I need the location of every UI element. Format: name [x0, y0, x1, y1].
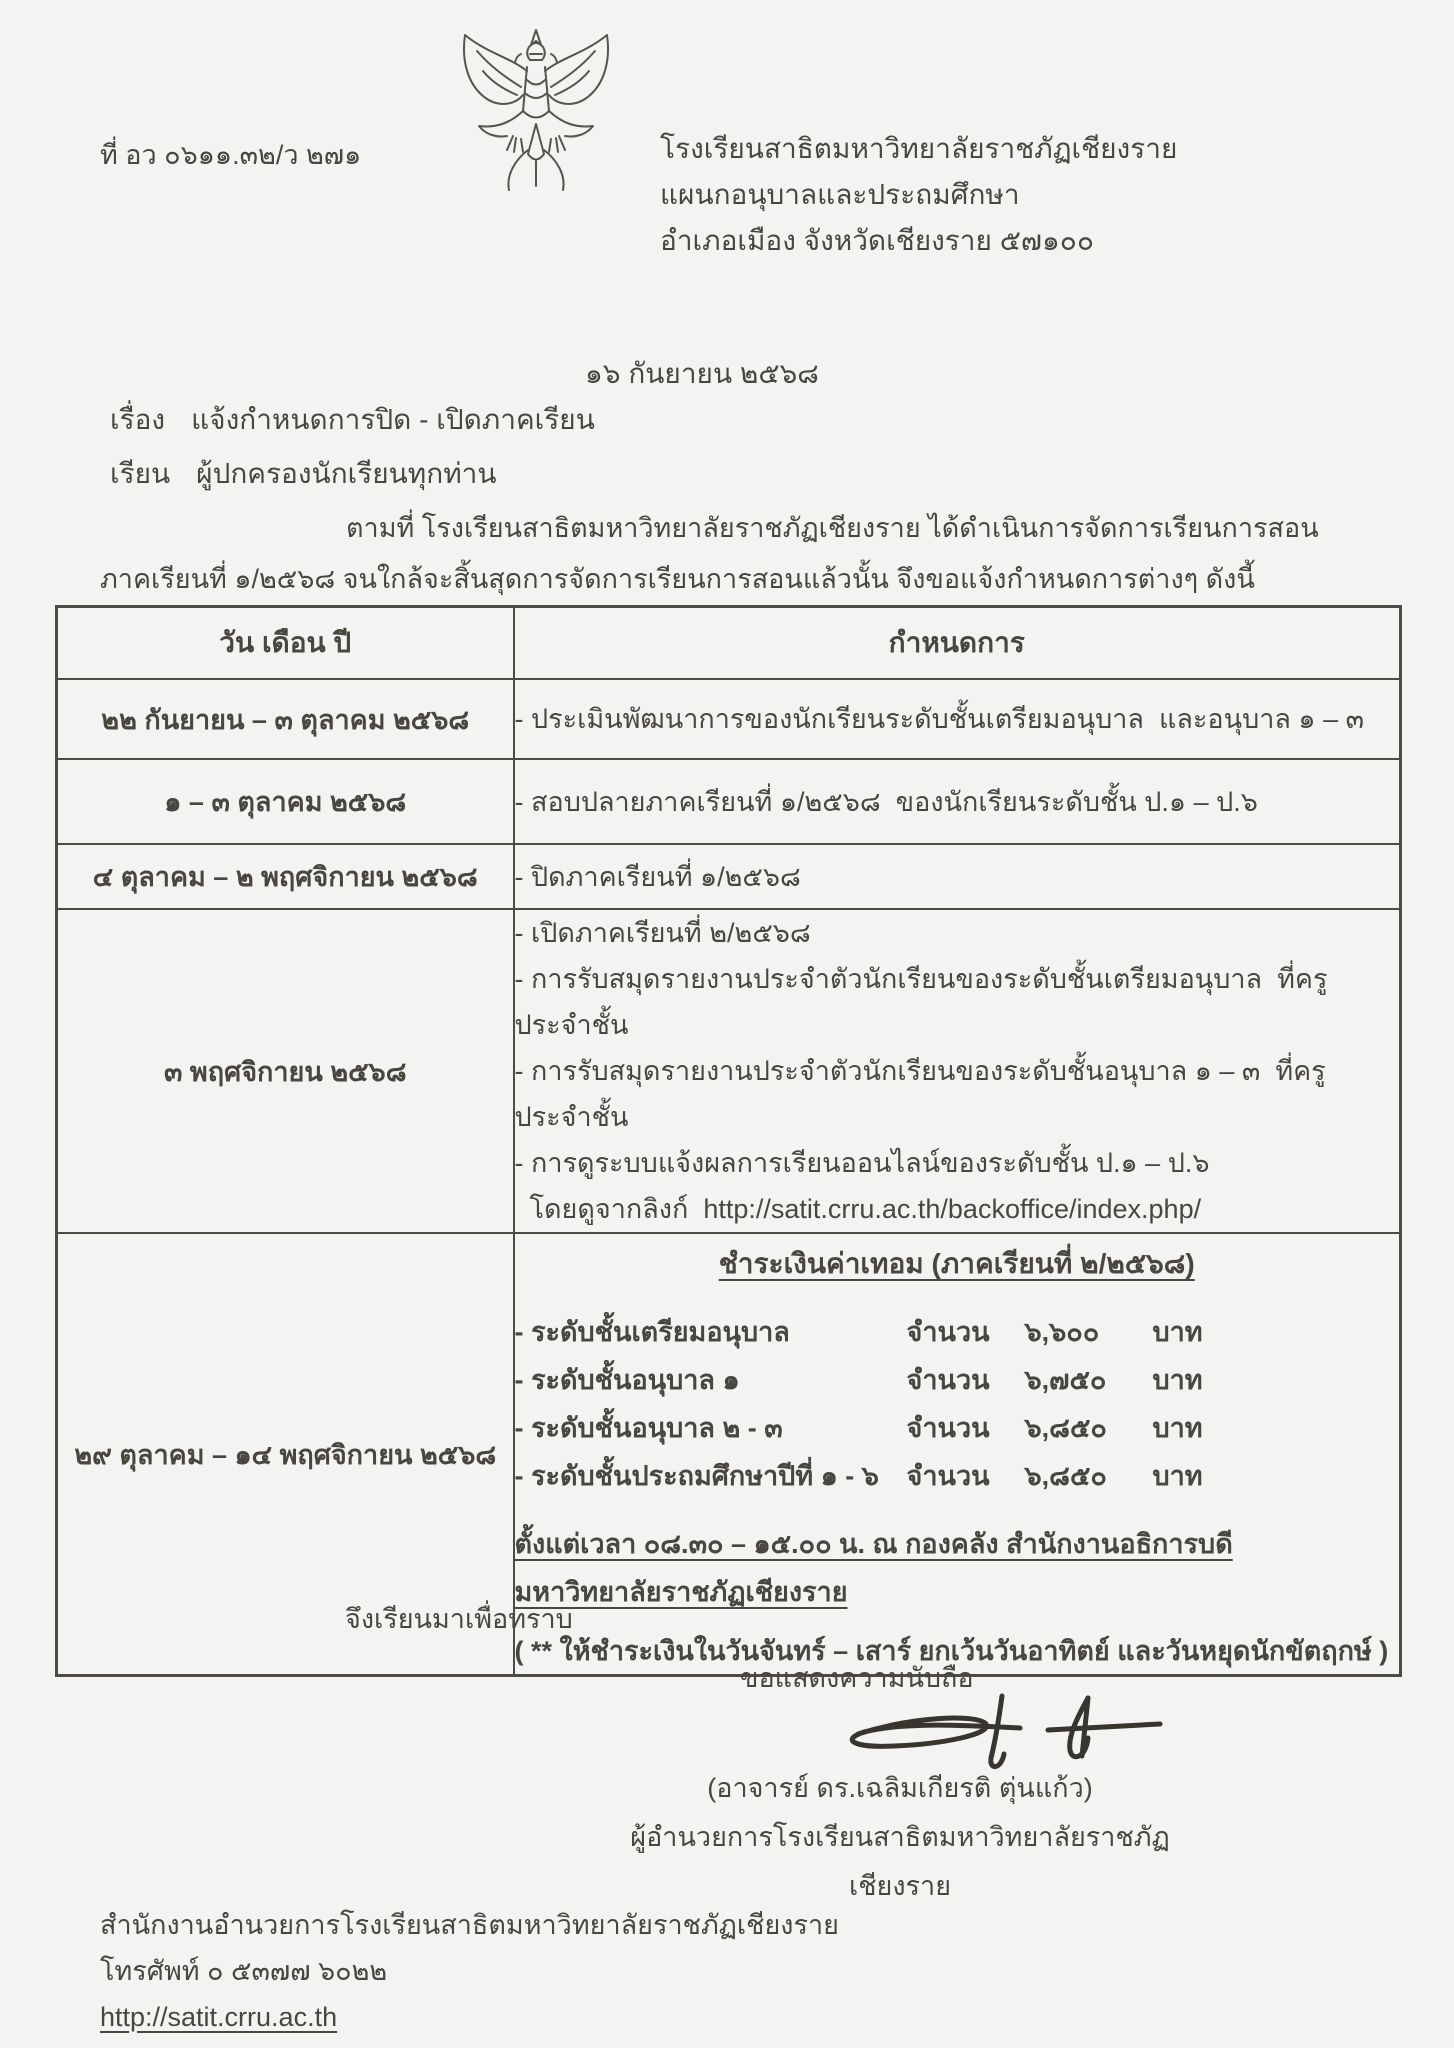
closing-line: จึงเรียนมาเพื่อทราบ	[345, 1604, 573, 1634]
payment-time-line-2: มหาวิทยาลัยราชภัฏเชียงราย	[514, 1577, 848, 1607]
column-header-date: วัน เดือน ปี	[57, 607, 514, 680]
fee-level: - ระดับชั้นอนุบาล ๒ - ๓	[514, 1413, 783, 1443]
schedule-items	[514, 759, 1401, 844]
fee-qty-label: จำนวน	[906, 1461, 990, 1491]
subject-line	[110, 398, 595, 442]
fee-level: - ระดับชั้นอนุบาล ๑	[514, 1365, 740, 1395]
intro-paragraph	[100, 503, 1380, 605]
payment-title: ชำระเงินค่าเทอม (ภาคเรียนที่ ๒/๒๕๖๘)	[718, 1248, 1195, 1279]
fee-line	[515, 1404, 1400, 1452]
payment-remark: ( ** ให้ชำระเงินในวันจันทร์ – เสาร์ ยกเว้นวันอาทิตย์ และวันหยุดนักขัตฤกษ์ )	[514, 1636, 1389, 1666]
payment-time-note	[515, 1520, 1400, 1616]
recipient-label: เรียน	[110, 458, 171, 489]
org-department: แผนกอนุบาลและประถมศึกษา	[660, 179, 1020, 210]
schedule-item: - ปิดภาคเรียนที่ ๑/๒๕๖๘	[514, 861, 801, 892]
schedule-items	[514, 844, 1401, 909]
org-name: โรงเรียนสาธิตมหาวิทยาลัยราชภัฏเชียงราย	[660, 133, 1178, 164]
letter-date: ๑๖ กันยายน ๒๕๖๘	[585, 358, 819, 389]
schedule-item: - ประเมินพัฒนาการของนักเรียนระดับชั้นเตรียมอนุบาล และอนุบาล ๑ – ๓	[514, 704, 1365, 734]
sender-address-block	[660, 126, 1177, 264]
fee-unit: บาท	[1152, 1365, 1203, 1395]
fee-level: - ระดับชั้นประถมศึกษาปีที่ ๑ - ๖	[514, 1461, 879, 1491]
footer-website: http://satit.crru.ac.th	[100, 2002, 338, 2032]
schedule-row	[57, 844, 1401, 909]
fee-level: - ระดับชั้นเตรียมอนุบาล	[514, 1317, 790, 1347]
recipient-text: ผู้ปกครองนักเรียนทุกท่าน	[196, 458, 497, 489]
footer-block	[100, 1902, 839, 2040]
table-header-row	[57, 607, 1401, 680]
schedule-row	[57, 909, 1401, 1233]
fee-line	[515, 1356, 1400, 1404]
fee-amount: ๖,๘๕๐	[1024, 1461, 1107, 1491]
intro-line-2: ภาคเรียนที่ ๑/๒๕๖๘ จนใกล้จะสิ้นสุดการจัดการเรียนการสอนแล้วนั้น จึงขอแจ้งกำหนดการต่างๆ ดังนี้	[100, 564, 1255, 594]
reference-number: ที่ อว ๐๖๑๑.๓๒/ว ๒๗๑	[100, 140, 362, 170]
fee-qty-label: จำนวน	[906, 1365, 990, 1395]
subject-text: แจ้งกำหนดการปิด - เปิดภาคเรียน	[191, 404, 595, 435]
recipient-line	[110, 452, 497, 496]
footer-office: สำนักงานอำนวยการโรงเรียนสาธิตมหาวิทยาลัยราชภัฏเชียงราย	[100, 1910, 839, 1940]
fee-qty-label: จำนวน	[906, 1413, 990, 1443]
fee-list	[515, 1308, 1400, 1500]
fee-amount: ๖,๗๕๐	[1024, 1365, 1107, 1395]
fee-line	[515, 1308, 1400, 1356]
schedule-row	[57, 679, 1401, 759]
schedule-item: - การรับสมุดรายงานประจำตัวนักเรียนของระดับชั้นอนุบาล ๑ – ๓ ที่ครูประจำชั้น	[514, 1056, 1326, 1132]
payment-date: ๒๙ ตุลาคม – ๑๔ พฤศจิกายน ๒๕๖๘	[57, 1233, 514, 1676]
fee-unit: บาท	[1152, 1317, 1203, 1347]
schedule-date: ๔ ตุลาคม – ๒ พฤศจิกายน ๒๕๖๘	[57, 844, 514, 909]
schedule-item: - การรับสมุดรายงานประจำตัวนักเรียนของระดับชั้นเตรียมอนุบาล ที่ครูประจำชั้น	[514, 964, 1328, 1040]
payment-details	[514, 1233, 1401, 1676]
schedule-date: ๒๒ กันยายน – ๓ ตุลาคม ๒๕๖๘	[57, 679, 514, 759]
schedule-item: โดยดูจากลิงก์ http://satit.crru.ac.th/backoffice/index.php/	[514, 1194, 1202, 1224]
intro-line-1: ตามที่ โรงเรียนสาธิตมหาวิทยาลัยราชภัฏเชียงราย ได้ดำเนินการจัดการเรียนการสอน	[346, 513, 1319, 543]
fee-amount: ๖,๖๐๐	[1024, 1317, 1100, 1347]
salutation: ขอแสดงความนับถือ	[740, 1663, 974, 1693]
footer-phone: โทรศัพท์ ๐ ๕๓๗๗ ๖๐๒๒	[100, 1956, 388, 1986]
payment-row	[57, 1233, 1401, 1676]
fee-amount: ๖,๘๕๐	[1024, 1413, 1107, 1443]
fee-unit: บาท	[1152, 1413, 1203, 1443]
fee-line	[515, 1452, 1400, 1500]
signer-title: ผู้อำนวยการโรงเรียนสาธิตมหาวิทยาลัยราชภัฏเชียงราย	[630, 1822, 1170, 1901]
schedule-items	[514, 679, 1401, 759]
subject-label: เรื่อง	[110, 404, 166, 435]
schedule-date: ๓ พฤศจิกายน ๒๕๖๘	[57, 909, 514, 1233]
fee-unit: บาท	[1152, 1461, 1203, 1491]
garuda-emblem-icon	[450, 26, 622, 208]
fee-qty-label: จำนวน	[906, 1317, 990, 1347]
schedule-row	[57, 759, 1401, 844]
column-header-agenda: กำหนดการ	[514, 607, 1401, 680]
signer-block	[600, 1764, 1200, 1911]
signature	[820, 1686, 1190, 1776]
schedule-item: - เปิดภาคเรียนที่ ๒/๒๕๖๘	[514, 918, 811, 948]
schedule-items	[514, 909, 1401, 1233]
schedule-item: - การดูระบบแจ้งผลการเรียนออนไลน์ของระดับชั้น ป.๑ – ป.๖	[514, 1148, 1210, 1178]
org-location: อำเภอเมือง จังหวัดเชียงราย ๕๗๑๐๐	[660, 225, 1094, 256]
signer-name: (อาจารย์ ดร.เฉลิมเกียรติ ตุ่นแก้ว)	[707, 1773, 1093, 1803]
schedule-item: - สอบปลายภาคเรียนที่ ๑/๒๕๖๘ ของนักเรียนระดับชั้น ป.๑ – ป.๖	[514, 786, 1258, 817]
schedule-date: ๑ – ๓ ตุลาคม ๒๕๖๘	[57, 759, 514, 844]
schedule-table	[55, 605, 1402, 1677]
payment-time-line-1: ตั้งแต่เวลา ๐๘.๓๐ – ๑๕.๐๐ น. ณ กองคลัง สำนักงานอธิการบดี	[514, 1529, 1233, 1559]
